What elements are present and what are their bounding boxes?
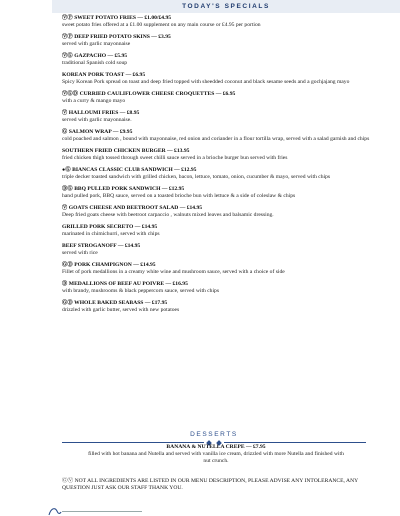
dietary-tags-icon: ⓋⒼⒹ xyxy=(62,91,79,97)
menu-item xyxy=(62,129,382,143)
menu-item xyxy=(62,300,382,314)
menu-item xyxy=(62,53,382,67)
menu-item xyxy=(62,281,382,295)
header-band xyxy=(52,0,400,13)
dietary-tags-icon: ⓋⓅ xyxy=(62,15,73,21)
menu-item-description: Deep fried goats cheese with beetroot carpaccio , walnuts mixed leaves and balsamic dressing. xyxy=(62,212,274,218)
dietary-tags-icon: ⒼⒹ xyxy=(62,300,73,306)
allergen-notice: ⒼⓋ NOT ALL INGREDIENTS ARE LISTED IN OUR MENU DESCRIPTION, PLEASE ADVISE ANY INTOLERANCE, ANY QUESTION JUST ASK OUR STAFF THANK YOU. xyxy=(62,478,358,491)
menu-item-description: traditional Spanish cold soup xyxy=(62,60,128,66)
specials-list xyxy=(62,15,382,319)
menu-item xyxy=(62,262,382,276)
dessert-item xyxy=(66,444,366,465)
menu-item xyxy=(62,72,382,86)
menu-item xyxy=(62,34,382,48)
menu-item-name: GOATS CHEESE AND BEETROOT SALAD — £14.95 xyxy=(68,205,203,211)
divider-rule xyxy=(62,442,204,443)
dietary-tags-icon: Ⓥ xyxy=(62,110,68,116)
menu-item-name: BIANCAS CLASSIC CLUB SANDWICH — £12.95 xyxy=(72,167,197,173)
dessert-name: BANANA & NUTELLA CREPE — £7.95 xyxy=(166,444,266,450)
divider-rule xyxy=(224,442,366,443)
menu-item-description: Fillet of pork medallions in a creamy white wine and mushroom sauce, served with a choice of side xyxy=(62,269,285,275)
menu-item-description: triple decker toasted sandwich with grilled chicken, bacon, lettuce, tomato, onion, cucumber & mayo, served with chips xyxy=(62,174,331,180)
menu-item-name: GRILLED PORK SECRETO — £14.95 xyxy=(62,224,158,230)
menu-item-description: sweet potato fries offered at a £1.00 supplement on any main course or £4.95 per portion xyxy=(62,22,261,28)
page-title: TODAY'S SPECIALS xyxy=(182,3,270,10)
menu-item xyxy=(62,224,382,238)
menu-item-description: served with garlic mayonnaise xyxy=(62,41,131,47)
dietary-tags-icon: ⓋⓅ xyxy=(62,34,73,40)
dietary-tags-icon: Ⓥ xyxy=(62,205,68,211)
menu-item-name: KOREAN PORK TOAST — £6.95 xyxy=(62,72,146,78)
menu-item-name: SOUTHERN FRIED CHICKEN BURGER — £13.95 xyxy=(62,148,190,154)
menu-item-description: Spicy Korean Pork spread on toast and deep fried topped with sheedded coconut and black sesame seeds and a gochjajang mayo xyxy=(62,79,350,85)
menu-item-description: marinated in chimichurri, served with chips xyxy=(62,231,160,237)
menu-item-name: PORK CHAMPIGNON — £14.95 xyxy=(74,262,156,268)
menu-item-name: HALLOUMI FRIES — £8.95 xyxy=(68,110,140,116)
menu-item-description: hand pulled pork, BBQ sauce, served on a toasted brioche bun with lettuce & a side of coleslaw & chips xyxy=(62,193,296,199)
dietary-tags-icon: ⓋⒼ xyxy=(62,53,73,59)
dietary-tags-icon: Ⓓ xyxy=(62,281,68,287)
menu-item-name: DEEP FRIED POTATO SKINS — £3.95 xyxy=(74,34,171,40)
menu-item-description: cold poached and salmon , bound with mayonnaise, red onion and coriander in a flour tortilla wrap, served with a salad garnish and chips xyxy=(62,136,370,142)
menu-item-name: SALMON WRAP — £9.95 xyxy=(68,129,133,135)
menu-item-description: fried chicken thigh tossed through sweet chilli sauce served in a brioche burger bun served with fries xyxy=(62,155,288,161)
menu-item-name: MEDALLIONS OF BEEF AU POIVRE — £16.95 xyxy=(68,281,188,287)
menu-item-description: with a curry & mango mayo xyxy=(62,98,126,104)
dietary-tags-icon: ●Ⓖ xyxy=(62,167,71,173)
desserts-title: DESSERTS xyxy=(190,431,238,438)
menu-item-description: served with garlic mayonnaise. xyxy=(62,117,132,123)
dessert-description: filled with hot banana and Nutella and served with vanilla ice cream, drizzled with more Nutella and finished with nut crunch. xyxy=(88,451,344,464)
menu-item-description: with brandy, mushrooms & black peppercorn sauce, served with chips xyxy=(62,288,219,294)
dietary-tags-icon: Ⓖ xyxy=(62,129,68,135)
menu-item-name: GAZPACHO — £5.95 xyxy=(74,53,128,59)
menu-item-name: BEEF STROGANOFF — £14.95 xyxy=(62,243,141,249)
menu-item-name: WHOLE BAKED SEABASS — £17.95 xyxy=(74,300,168,306)
menu-item-name: BBQ PULLED PORK SANDWICH — £12.95 xyxy=(74,186,185,192)
menu-item xyxy=(62,15,382,29)
logo-icon xyxy=(48,506,62,516)
menu-item xyxy=(62,91,382,105)
menu-item xyxy=(62,205,382,219)
menu-item-name: SWEET POTATO FRIES — £1.00/£4.95 xyxy=(74,15,172,21)
menu-item xyxy=(62,186,382,200)
footer-rule xyxy=(62,511,142,512)
menu-item xyxy=(62,148,382,162)
desserts-heading xyxy=(62,429,366,440)
menu-item xyxy=(62,167,382,181)
dietary-tags-icon: ⒼⒹ xyxy=(62,262,73,268)
menu-item-description: served with rice xyxy=(62,250,98,256)
dietary-tags-icon: ⒹⒼ xyxy=(62,186,73,192)
menu-item xyxy=(62,110,382,124)
menu-item-name: CURRIED CAULIFLOWER CHEESE CROQUETTES — £6.95 xyxy=(79,91,236,97)
menu-item-description: drizzled with garlic butter, served with new potatoes xyxy=(62,307,180,313)
menu-item xyxy=(62,243,382,257)
